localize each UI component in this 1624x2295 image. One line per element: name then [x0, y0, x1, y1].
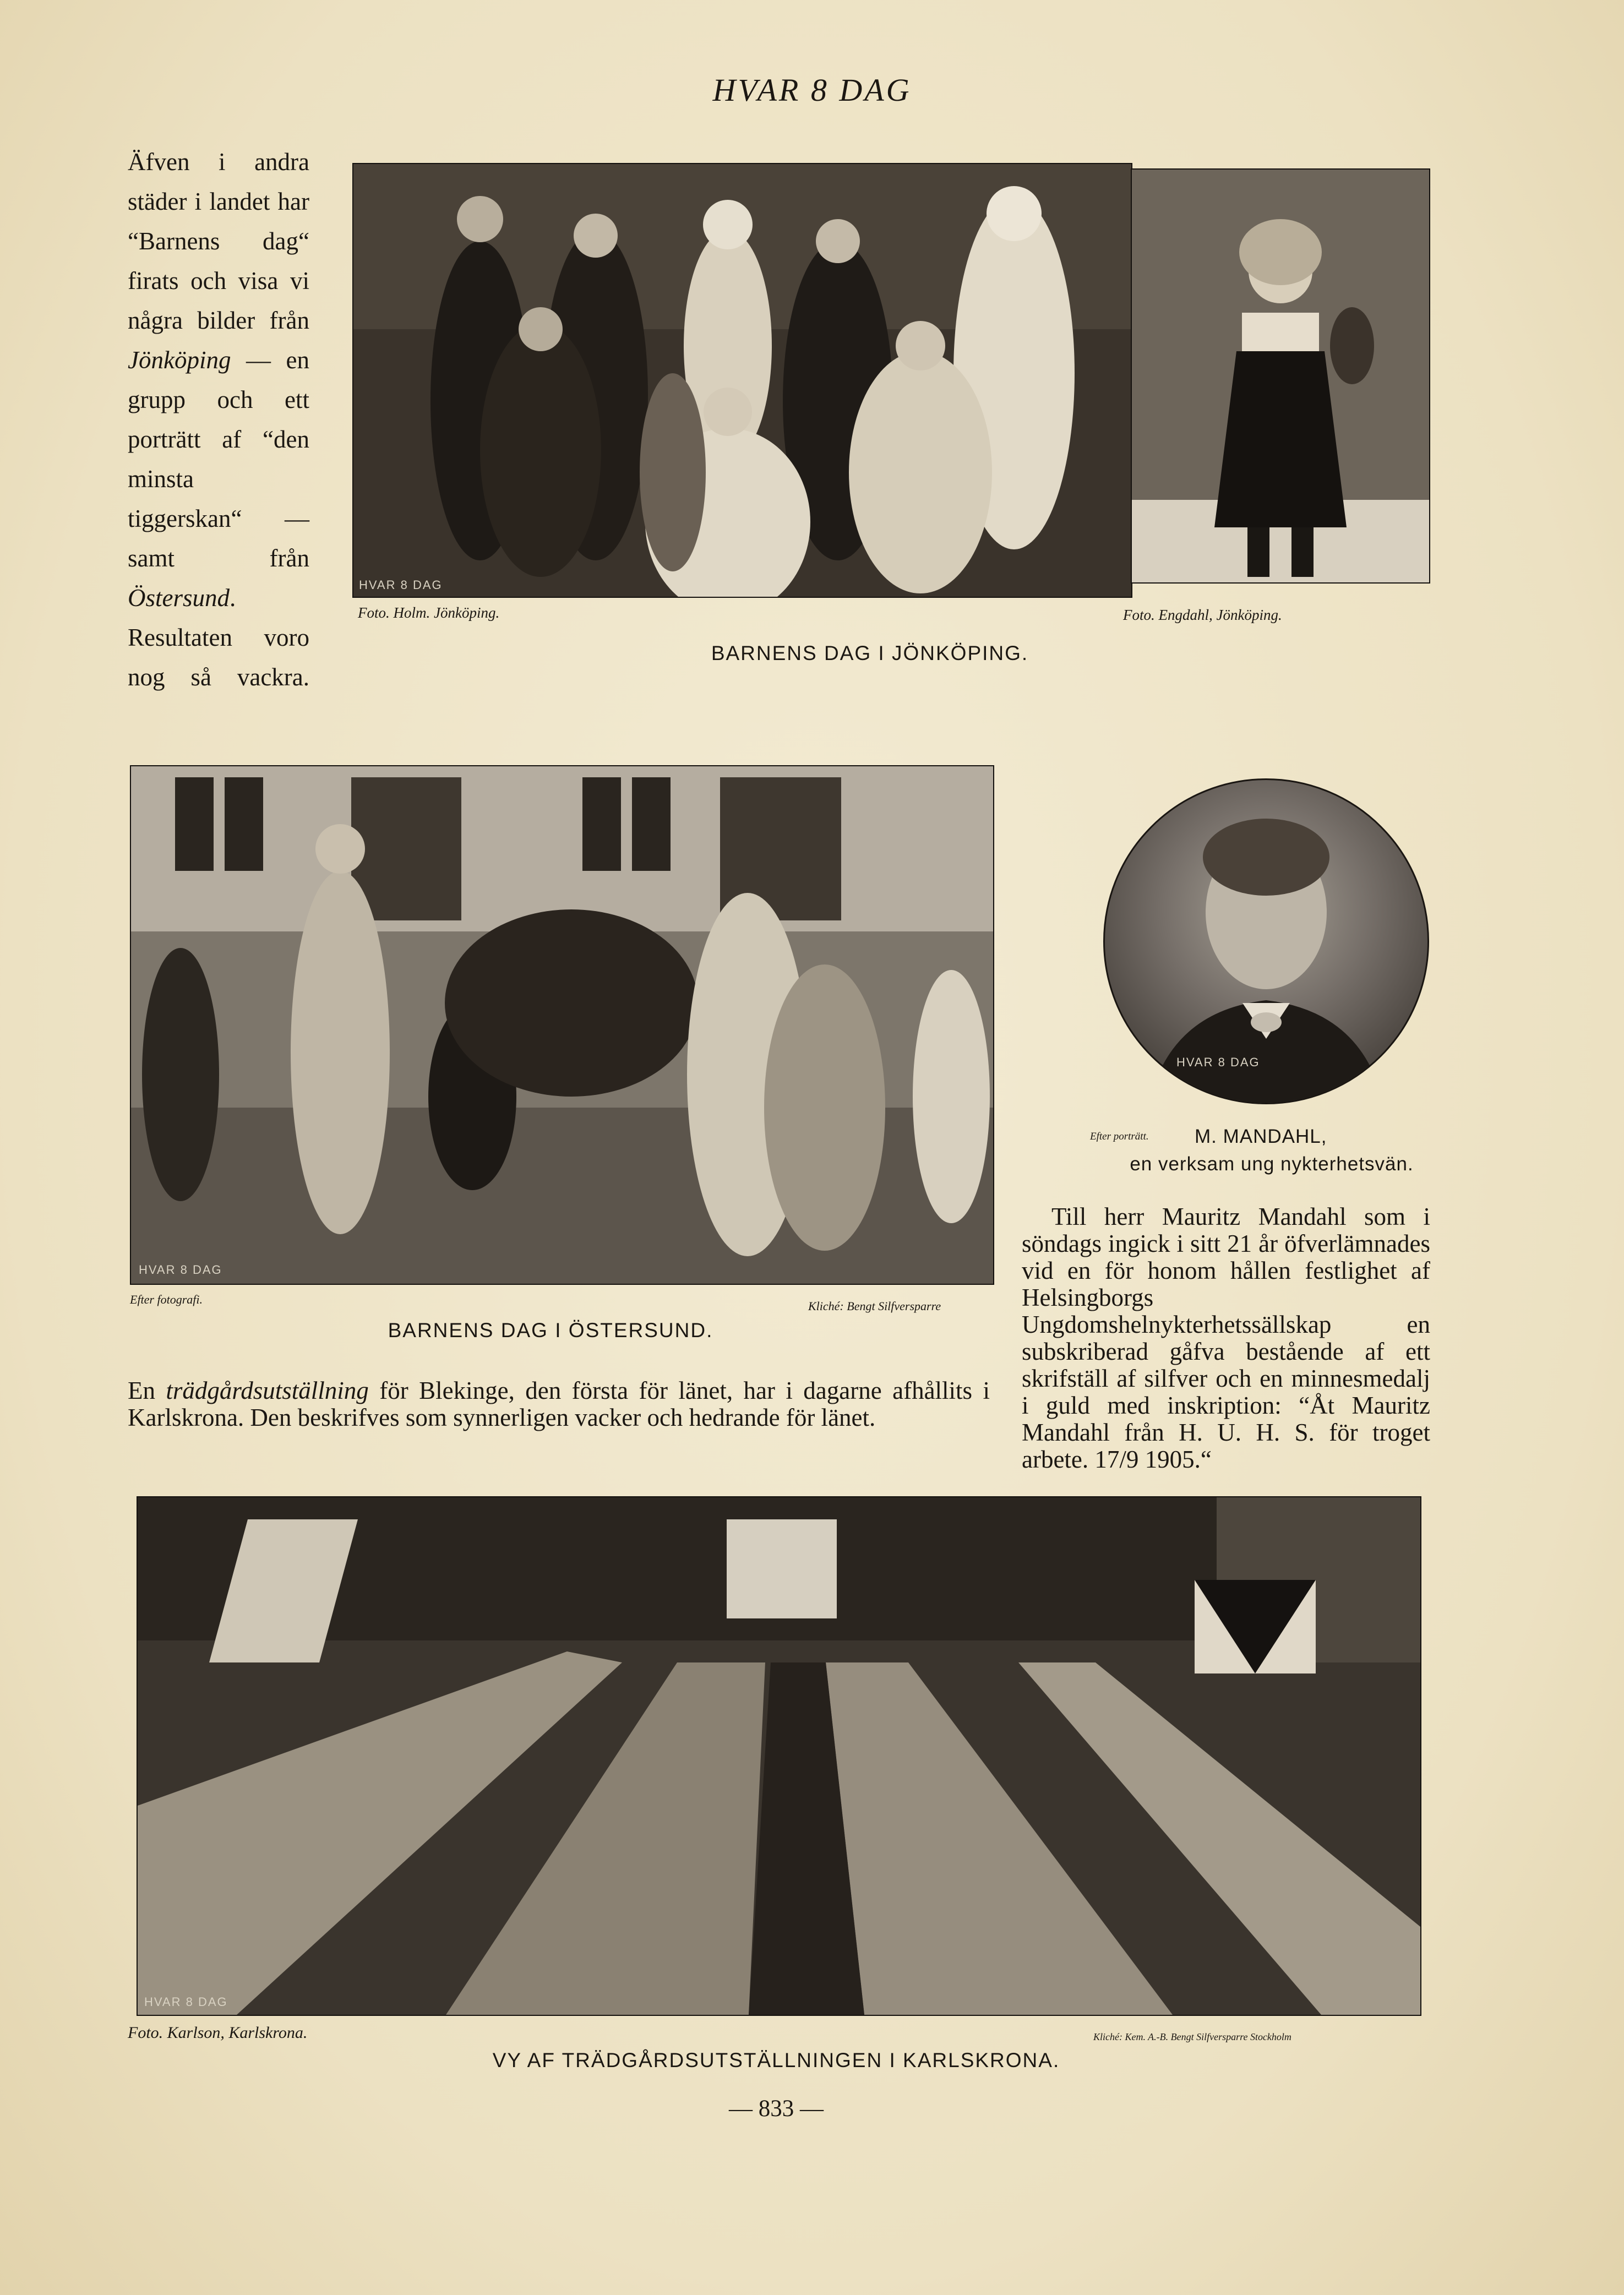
jonkoping-credit-right: Foto. Engdahl, Jönköping.: [1123, 607, 1282, 623]
mandahl-portrait: [1103, 778, 1429, 1104]
karlskrona-credit-right: Kliché: Kem. A.-B. Bengt Silfversparre Stockholm: [1093, 2031, 1291, 2042]
ostersund-credit-right: Kliché: Bengt Silfversparre: [808, 1299, 941, 1313]
ostersund-photo: [130, 765, 994, 1285]
group-photo-figures: [353, 164, 1131, 597]
exhibition-hall-scene: [138, 1497, 1420, 2015]
ostersund-credit-left: Efter fotografi.: [130, 1293, 203, 1306]
jonkoping-group-photo: [352, 163, 1132, 598]
intro-place-jonkoping: Jönköping: [128, 346, 231, 374]
karlskrona-credit-left: Foto. Karlson, Karlskrona.: [128, 2024, 308, 2042]
karlskrona-caption: VY AF TRÄDGÅRDSUTSTÄLLNINGEN I KARLSKRONA.: [492, 2049, 1060, 2072]
tradgard-text-1: En: [128, 1377, 166, 1404]
intro-text-3: . Resultaten voro nog så vackra.: [128, 584, 309, 691]
photo-watermark: HVAR 8 DAG: [139, 1263, 222, 1277]
running-head: HVAR 8 DAG: [712, 72, 912, 108]
intro-paragraph: [128, 142, 309, 697]
jonkoping-girl-photo: [1131, 168, 1430, 584]
page-number: — 833 —: [729, 2096, 824, 2122]
ostersund-caption: BARNENS DAG I ÖSTERSUND.: [388, 1319, 713, 1342]
mandahl-paragraph: Till herr Mauritz Mandahl som i söndags ingick i sitt 21 år öfverlämnades vid en för honom hållen festlighet af Helsingborgs Ungdomshelnykterhetssällskap en subskriberad gåfva bestående af ett skrifställ af silfver och en minnesmedalj i guld med inskription: “Åt Mauritz Mandahl från H. U. H. S. för troget arbete. 17/9 1905.“: [1022, 1203, 1430, 1473]
intro-text-2: — en grupp och ett porträtt af “den minsta tiggerskan“ — samt från: [128, 346, 309, 572]
photo-watermark: HVAR 8 DAG: [144, 1995, 228, 2009]
tradgard-paragraph: [128, 1377, 990, 1431]
mandahl-name: M. MANDAHL,: [1195, 1126, 1327, 1147]
photo-watermark: HVAR 8 DAG: [359, 578, 443, 592]
jonkoping-caption: BARNENS DAG I JÖNKÖPING.: [711, 642, 1029, 664]
intro-place-ostersund: Östersund: [128, 584, 230, 612]
mandahl-portrait-figure: [1105, 780, 1427, 1103]
photo-watermark: HVAR 8 DAG: [1176, 1055, 1260, 1069]
karlskrona-exhibition-photo: [137, 1496, 1421, 2016]
tradgard-term: trädgårdsutställning: [166, 1377, 369, 1404]
mandahl-credit: Efter porträtt.: [1090, 1131, 1149, 1142]
ostersund-photo-scene: [131, 766, 993, 1284]
girl-photo-figure: [1132, 170, 1429, 582]
tradgard-text-2: för Blekinge, den första för länet, har i dagarne afhållits i Karlskrona. Den beskrifves som synnerligen vacker och hedrande för länet.: [128, 1377, 990, 1431]
jonkoping-credit-left: Foto. Holm. Jönköping.: [358, 604, 500, 621]
intro-text-1: Äfven i andra städer i landet har “Barnens dag“ firats och visa vi några bilder från: [128, 148, 309, 334]
mandahl-title: en verksam ung nykterhetsvän.: [1130, 1153, 1414, 1175]
